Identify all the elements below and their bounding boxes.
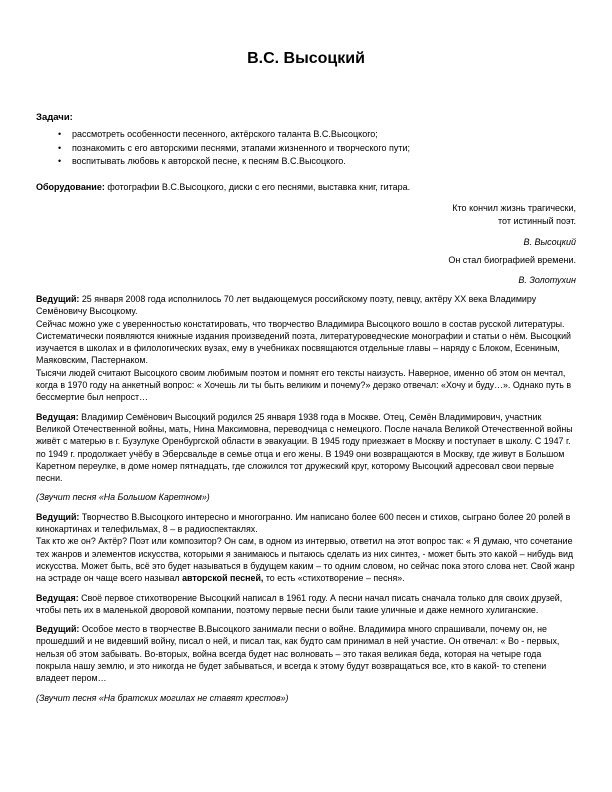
- song-note-2: (Звучит песня «На братских могилах не ставят крестов»): [36, 692, 289, 703]
- equipment-text: фотографии В.С.Высоцкого, диски с его песнями, выставка книг, гитара.: [104, 182, 411, 192]
- song-note-1: (Звучит песня «На Большом Каретном»): [36, 492, 210, 503]
- equipment-label: Оборудование:: [36, 182, 105, 192]
- speaker-label: Ведущая:: [36, 411, 79, 422]
- paragraph-text: Тысячи людей считают Высоцкого своим любимым поэтом и помнят его тексты наизусть. Наверное, именно об этом он мечтал, когда в 1970 году на анкетный вопрос: « Хочешь ли ты быть великим и почему?» дерзко отвечал: «Хочу и буду…». Однако путь в бессмертие был непрост…: [36, 367, 572, 403]
- epigraph-2-line-1: Он стал биографией времени.: [448, 255, 576, 265]
- paragraph-text: Владимир Семёнович Высоцкий родился 25 января 1938 года в Москве. Отец, Семён Владимирович, участник Великой Отечественной войны, мать, Нина Максимовна, переводчица с немецкого. После начала Великой Отечественной войны живёт с матерью в г. Бузулуке Оренбургской области в эвакуации. В 1945 году приезжает в Москву и поступает в школу. С 1947 г. по 1949 г. продолжает учёбу в Эберсвальде в семье отца и его жены. В 1949 они возвращаются в Москву, где живут в Большом Каретном переулке, в доме номер пятнадцать, где сложился тот дружеский круг, которому Высоцкий адресовал свои первые песни.: [36, 411, 573, 484]
- equipment-line: [36, 182, 410, 192]
- epigraph-1-line-1: Кто кончил жизнь трагически,: [452, 203, 576, 213]
- emphasis-text: авторской песней,: [182, 573, 264, 584]
- paragraph-text: Особое место в творчестве В.Высоцкого занимали песни о войне. Владимира много спрашивали, почему он, не прошедший и не видевший войну, писал о ней, и писал так, как будто сам принимал в ней участие. Он отвечал: « Во - первых, нельзя об этом забывать. Во-вторых, война всегда будет нас волновать – это такая великая беда, которая на четыре года покрыла нашу землю, и это никогда не будет забываться, и всегда к этому будут возвращаться все, кто в какой- то степени владеет пером…: [36, 624, 560, 684]
- speaker-label: Ведущий:: [36, 294, 80, 304]
- epigraph-1-line-2: тот истинный поэт.: [498, 216, 576, 226]
- tasks-label: Задачи:: [36, 112, 73, 123]
- paragraph-5: [36, 623, 578, 684]
- epigraph-1-author: В. Высоцкий: [523, 237, 576, 247]
- task-item: • воспитывать любовь к авторской песне, к песням В.С.Высоцкого.: [58, 155, 410, 169]
- paragraph-text: Творчество В.Высоцкого интересно и многогранно. Им написано более 600 песен и стихов, сыграно более 20 ролей в кинокартинах и телефильмах, 8 – в радиоспектаклях.: [36, 511, 571, 535]
- paragraph-3: [36, 511, 578, 585]
- task-item: • рассмотреть особенности песенного, актёрского таланта В.С.Высоцкого;: [58, 128, 410, 142]
- paragraph-2: [36, 411, 578, 485]
- paragraph-1: [36, 293, 578, 404]
- speaker-label: Ведущий:: [36, 624, 80, 635]
- epigraph-2-author: В. Золотухин: [518, 275, 576, 285]
- paragraph-text: Так кто же он? Актёр? Поэт или композитор? Он сам, в одном из интервью, ответил на этот вопрос так: « Я думаю, что сочетание тех жанров и элементов искусства, которыми я занимаюсь и пытаюсь сделать из них синтез, - может быть это какой – нибудь вид искусства. Может быть, всё это будет называться в будущем каким – то одним словом, но сейчас пока этого слова нет. Свой жанр на эстраде он чаще всего называл: [36, 536, 575, 584]
- paragraph-text: 25 января 2008 года исполнилось 70 лет выдающемуся российскому поэту, певцу, актёру XX века Владимиру Семёновичу Высоцкому.: [36, 294, 537, 317]
- page-title: В.С. Высоцкий: [247, 50, 365, 67]
- speaker-label: Ведущий:: [36, 511, 80, 522]
- document-body: [36, 293, 578, 711]
- task-item: • познакомить с его авторскими песнями, этапами жизненного и творческого пути;: [58, 142, 410, 156]
- speaker-label: Ведущая:: [36, 592, 79, 603]
- tasks-list: [58, 128, 410, 169]
- paragraph-text: Сейчас можно уже с уверенностью констатировать, что творчество Владимира Высоцкого вошло в состав русской литературы. Систематически появляются книжные издания произведений поэта, литературоведческие монографии и статьи о нём. Высоцкий изучается в школах и в филологических вузах, ему в учебниках посвящаются отдельные главы – наряду с Блоком, Есениным, Маяковским, Пастернаком.: [36, 318, 571, 366]
- paragraph-text: то есть «стихотворение – песня».: [263, 573, 405, 584]
- paragraph-text: Своё первое стихотворение Высоцкий написал в 1961 году. А песни начал писать сначала только для своих друзей, чтобы петь их в маленькой дворовой компании, поэтому первые песни были такие уличные и даже немного хулиганские.: [36, 592, 563, 615]
- paragraph-4: [36, 592, 578, 617]
